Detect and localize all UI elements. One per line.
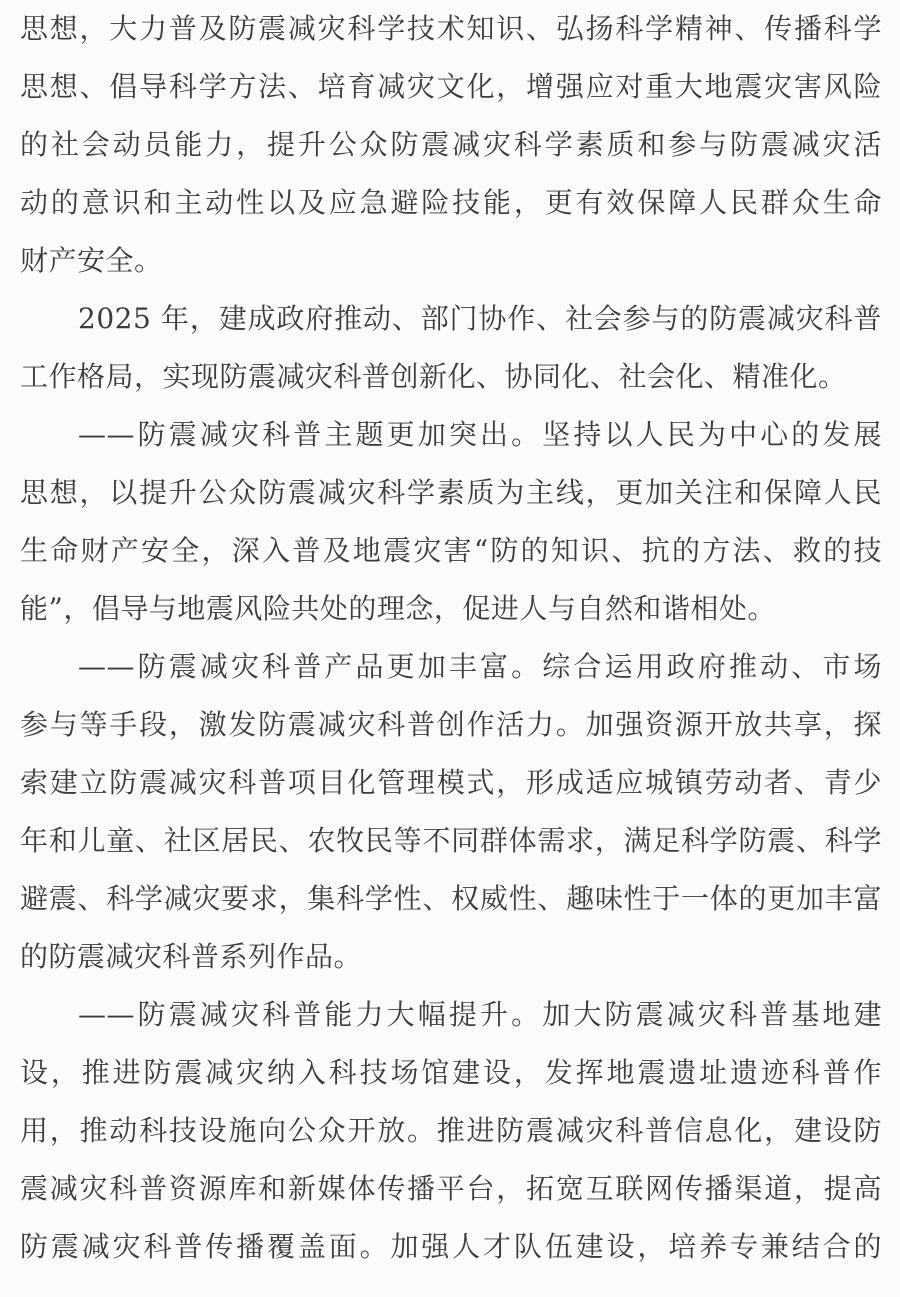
text-line: 2025 年，建成政府推动、部门协作、社会参与的防震减灾科普 xyxy=(78,302,882,335)
text-line: 的防震减灾科普系列作品。 xyxy=(20,940,363,973)
text-line: 防震减灾科普传播覆盖面。加强人才队伍建设，培养专兼结合的 xyxy=(20,1230,882,1263)
text-line: 动的意识和主动性以及应急避险技能，更有效保障人民群众生命 xyxy=(20,186,882,219)
text-line: 震减灾科普资源库和新媒体传播平台，拓宽互联网传播渠道，提高 xyxy=(20,1172,882,1205)
section-heading-line: ——防震减灾科普主题更加突出。坚持以人民为中心的发展 xyxy=(78,418,882,451)
text-line: 生命财产安全，深入普及地震灾害“防的知识、抗的方法、救的技 xyxy=(20,534,882,567)
section-heading-line: ——防震减灾科普能力大幅提升。加大防震减灾科普基地建 xyxy=(78,998,882,1031)
text-line: 索建立防震减灾科普项目化管理模式，形成适应城镇劳动者、青少 xyxy=(20,766,882,799)
text-line: 思想，大力普及防震减灾科学技术知识、弘扬科学精神、传播科学 xyxy=(20,12,882,45)
text-line: 思想，以提升公众防震减灾科学素质为主线，更加关注和保障人民 xyxy=(20,476,882,509)
text-line: 用，推动科技设施向公众开放。推进防震减灾科普信息化，建设防 xyxy=(20,1114,882,1147)
text-line: 年和儿童、社区居民、农牧民等不同群体需求，满足科学防震、科学 xyxy=(20,824,882,857)
text-line: 参与等手段，激发防震减灾科普创作活力。加强资源开放共享，探 xyxy=(20,708,882,741)
text-line: 财产安全。 xyxy=(20,244,163,277)
section-heading-line: ——防震减灾科普产品更加丰富。综合运用政府推动、市场 xyxy=(78,650,882,683)
text-line: 避震、科学减灾要求，集科学性、权威性、趣味性于一体的更加丰富 xyxy=(20,882,882,915)
text-line: 的社会动员能力，提升公众防震减灾科学素质和参与防震减灾活 xyxy=(20,128,882,161)
text-line: 能”，倡导与地震风险共处的理念，促进人与自然和谐相处。 xyxy=(20,592,776,625)
text-line: 设，推进防震减灾纳入科技场馆建设，发挥地震遗址遗迹科普作 xyxy=(20,1056,882,1089)
text-line: 工作格局，实现防震减灾科普创新化、协同化、社会化、精准化。 xyxy=(20,360,847,393)
text-line: 思想、倡导科学方法、培育减灾文化，增强应对重大地震灾害风险 xyxy=(20,70,882,103)
